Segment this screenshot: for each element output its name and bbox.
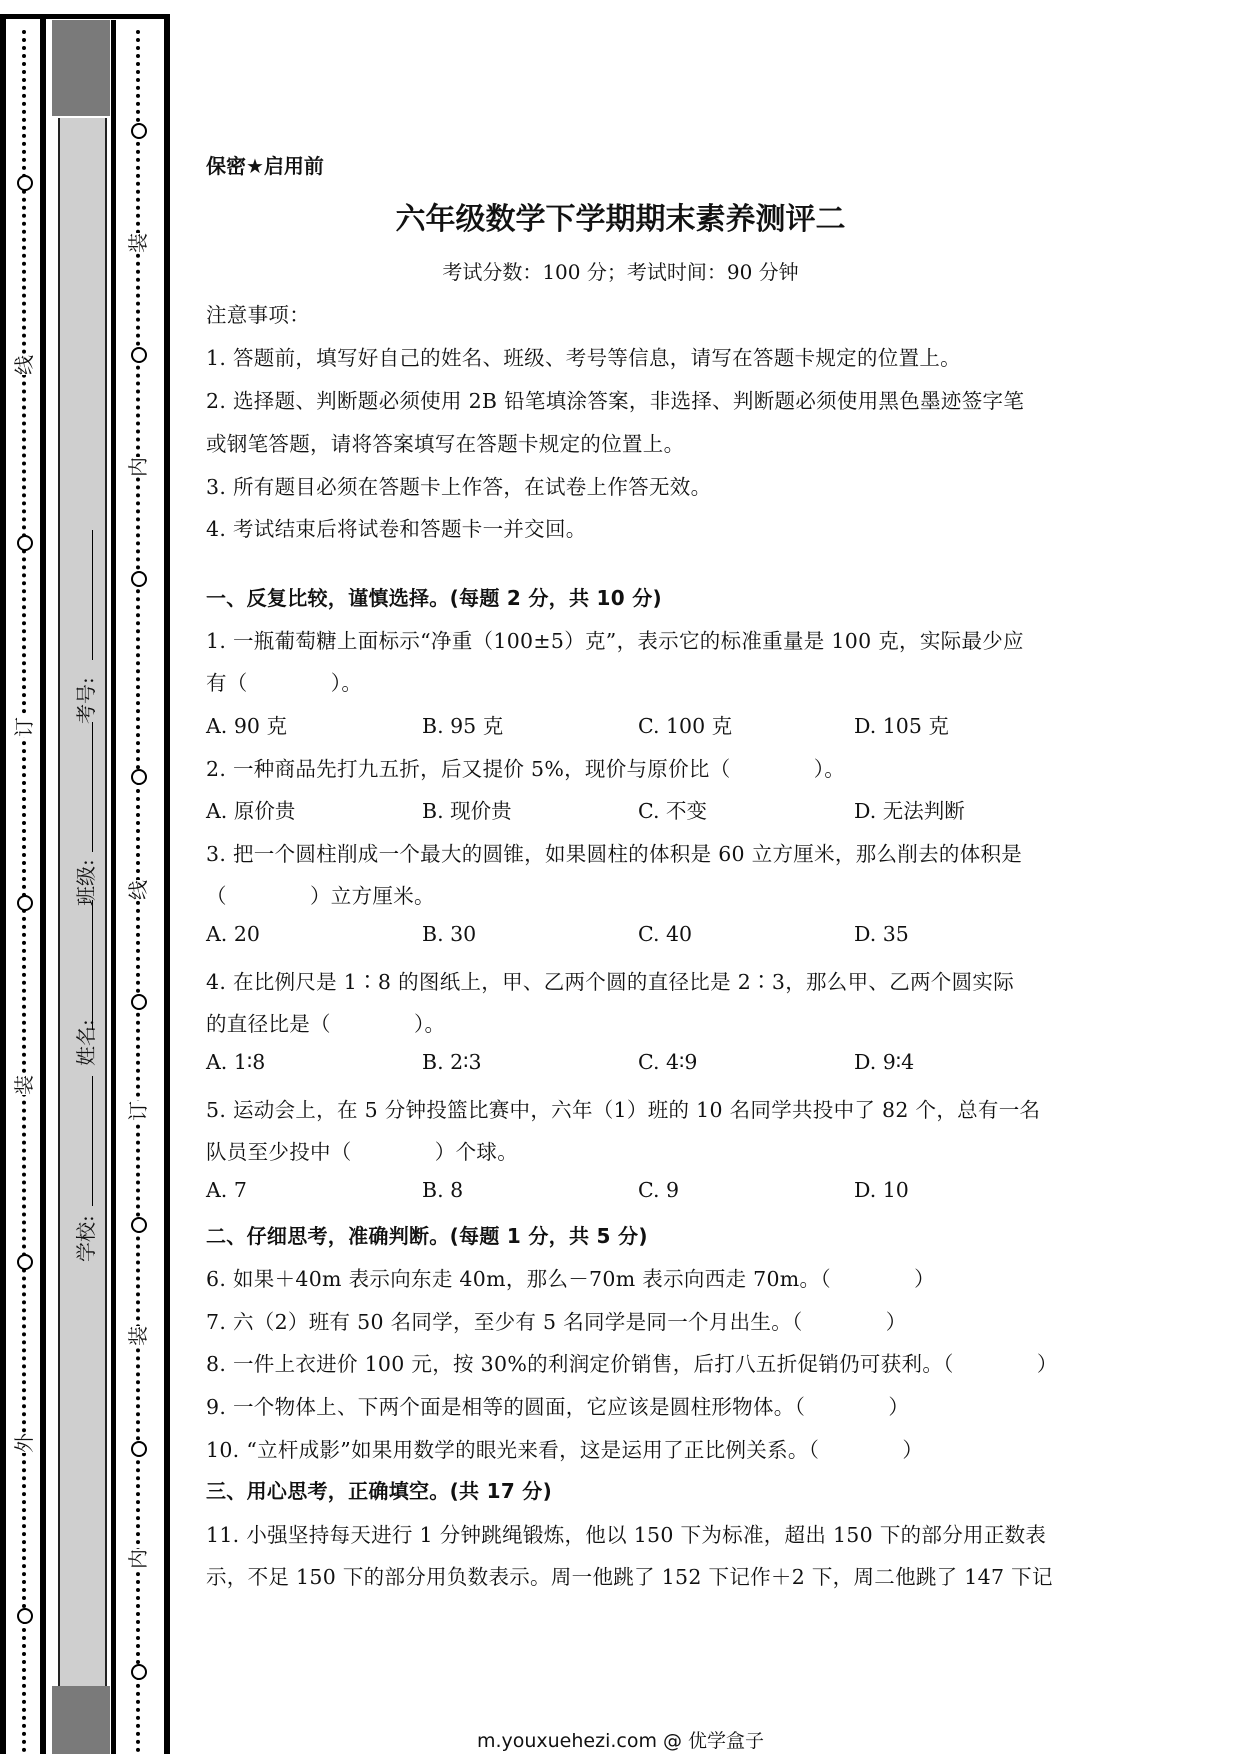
binding-circle [17, 1254, 33, 1270]
binding-circle [131, 347, 147, 363]
binding-circle [17, 1608, 33, 1624]
question-text: 示，不足 150 下的部分用负数表示。周一他跳了 152 下记作＋2 下，周二他跳了 147 下记 [206, 1565, 1053, 1589]
note-item: 2. 选择题、判断题必须使用 2B 铅笔填涂答案，非选择、判断题必须使用黑色墨迹签字笔 [206, 389, 1025, 413]
question-text: 8. 一件上衣进价 100 元，按 30%的利润定价销售，后打八五折促销仍可获利。（ ） [206, 1352, 1058, 1376]
footer-watermark: m.youxuehezi.com @ 优学盒子 [476, 1730, 765, 1752]
option-c[interactable]: C. 40 [638, 922, 693, 946]
question-text: 有（ ）。 [206, 671, 363, 695]
option-b[interactable]: B. 现价贵 [422, 799, 512, 823]
option-a[interactable]: A. 20 [206, 922, 260, 946]
confidential-label: 保密★启用前 [206, 154, 324, 178]
inner-char: 装 [126, 1326, 150, 1346]
name-line [92, 900, 93, 1030]
option-c[interactable]: C. 不变 [638, 799, 707, 823]
page-title: 六年级数学下学期期末素养测评二 [395, 202, 846, 237]
class-label: 班级: [74, 859, 98, 906]
binding-circle [17, 535, 33, 551]
option-d[interactable]: D. 35 [854, 922, 909, 946]
option-c[interactable]: C. 4∶9 [638, 1050, 698, 1074]
inner-char: 线 [126, 880, 150, 900]
option-b[interactable]: B. 95 克 [422, 714, 504, 738]
notes-heading: 注意事项： [206, 303, 310, 327]
option-a[interactable]: A. 1∶8 [206, 1050, 266, 1074]
margin-border [118, 14, 170, 19]
binding-circle [131, 571, 147, 587]
binding-circle [131, 769, 147, 785]
question-text: 3. 把一个圆柱削成一个最大的圆锥，如果圆柱的体积是 60 立方厘米，那么削去的体积是 [206, 842, 1023, 866]
inner-char: 订 [126, 1101, 150, 1121]
question-text: 6. 如果＋40m 表示向东走 40m，那么－70m 表示向西走 70m。（ ） [206, 1267, 935, 1291]
note-item: 或钢笔答题，请将答案填写在答题卡规定的位置上。 [206, 432, 685, 456]
binding-circle [17, 895, 33, 911]
outer-dotted-line [22, 30, 26, 1754]
question-text: 10. “立杆成影”如果用数学的眼光来看，这是运用了正比例关系。（ ） [206, 1438, 924, 1462]
note-item: 3. 所有题目必须在答题卡上作答，在试卷上作答无效。 [206, 475, 712, 499]
question-text: 的直径比是（ ）。 [206, 1012, 446, 1036]
exam-number-label: 考号: [74, 677, 98, 724]
class-line [92, 722, 93, 852]
binding-circle [17, 175, 33, 191]
question-text: 11. 小强坚持每天进行 1 分钟跳绳锻炼，他以 150 下为标准，超出 150 下的部分用正数表 [206, 1523, 1047, 1547]
option-d[interactable]: D. 10 [854, 1178, 909, 1202]
option-c[interactable]: C. 100 克 [638, 714, 733, 738]
section-heading: 一、反复比较，谨慎选择。(每题 2 分，共 10 分) [206, 586, 662, 610]
option-b[interactable]: B. 8 [422, 1178, 464, 1202]
inner-char: 内 [126, 1549, 150, 1569]
inner-char: 内 [126, 457, 150, 477]
option-d[interactable]: D. 105 克 [854, 714, 949, 738]
section-heading: 二、仔细思考，准确判断。(每题 1 分，共 5 分) [206, 1224, 648, 1248]
section-heading: 三、用心思考，正确填空。(共 17 分) [206, 1479, 553, 1503]
question-text: 5. 运动会上，在 5 分钟投篮比赛中，六年（1）班的 10 名同学共投中了 82 个，总有一名 [206, 1098, 1041, 1122]
binding-circle [131, 1441, 147, 1457]
question-text: 9. 一个物体上、下两个面是相等的圆面，它应该是圆柱形物体。（ ） [206, 1395, 910, 1419]
question-text: 队员至少投中（ ）个球。 [206, 1140, 518, 1164]
binding-circle [131, 123, 147, 139]
outer-char: 线 [12, 355, 36, 375]
option-c[interactable]: C. 9 [638, 1178, 680, 1202]
inner-char: 装 [126, 233, 150, 253]
option-a[interactable]: A. 90 克 [206, 714, 287, 738]
question-text: 7. 六（2）班有 50 名同学，至少有 5 名同学是同一个月出生。（ ） [206, 1310, 907, 1334]
option-b[interactable]: B. 2∶3 [422, 1050, 482, 1074]
gray-block [52, 20, 110, 116]
binding-circle [131, 1217, 147, 1233]
question-text: 4. 在比例尺是 1∶8 的图纸上，甲、乙两个圆的直径比是 2∶3，那么甲、乙两个圆实际 [206, 970, 1014, 994]
option-d[interactable]: D. 无法判断 [854, 799, 965, 823]
outer-char: 装 [12, 1075, 36, 1095]
note-item: 4. 考试结束后将试卷和答题卡一并交回。 [206, 517, 587, 541]
option-b[interactable]: B. 30 [422, 922, 477, 946]
school-label: 学校: [74, 1215, 98, 1262]
option-a[interactable]: A. 7 [206, 1178, 247, 1202]
option-d[interactable]: D. 9∶4 [854, 1050, 915, 1074]
note-item: 1. 答题前，填写好自己的姓名、班级、考号等信息，请写在答题卡规定的位置上。 [206, 346, 961, 370]
name-label: 姓名: [74, 1019, 98, 1066]
binding-circle [131, 1664, 147, 1680]
outer-char: 外 [12, 1433, 36, 1453]
exam-number-line [92, 530, 93, 660]
margin-border [0, 14, 118, 19]
question-text: （ ）立方厘米。 [206, 884, 435, 908]
question-text: 2. 一种商品先打九五折，后又提价 5%，现价与原价比（ ）。 [206, 757, 846, 781]
option-a[interactable]: A. 原价贵 [206, 799, 296, 823]
question-text: 1. 一瓶葡萄糖上面标示“净重（100±5）克”，表示它的标准重量是 100 克，实际最少应 [206, 629, 1024, 653]
exam-info: 考试分数：100 分；考试时间：90 分钟 [442, 260, 799, 284]
outer-char: 订 [12, 717, 36, 737]
school-line [92, 1076, 93, 1206]
binding-circle [131, 994, 147, 1010]
